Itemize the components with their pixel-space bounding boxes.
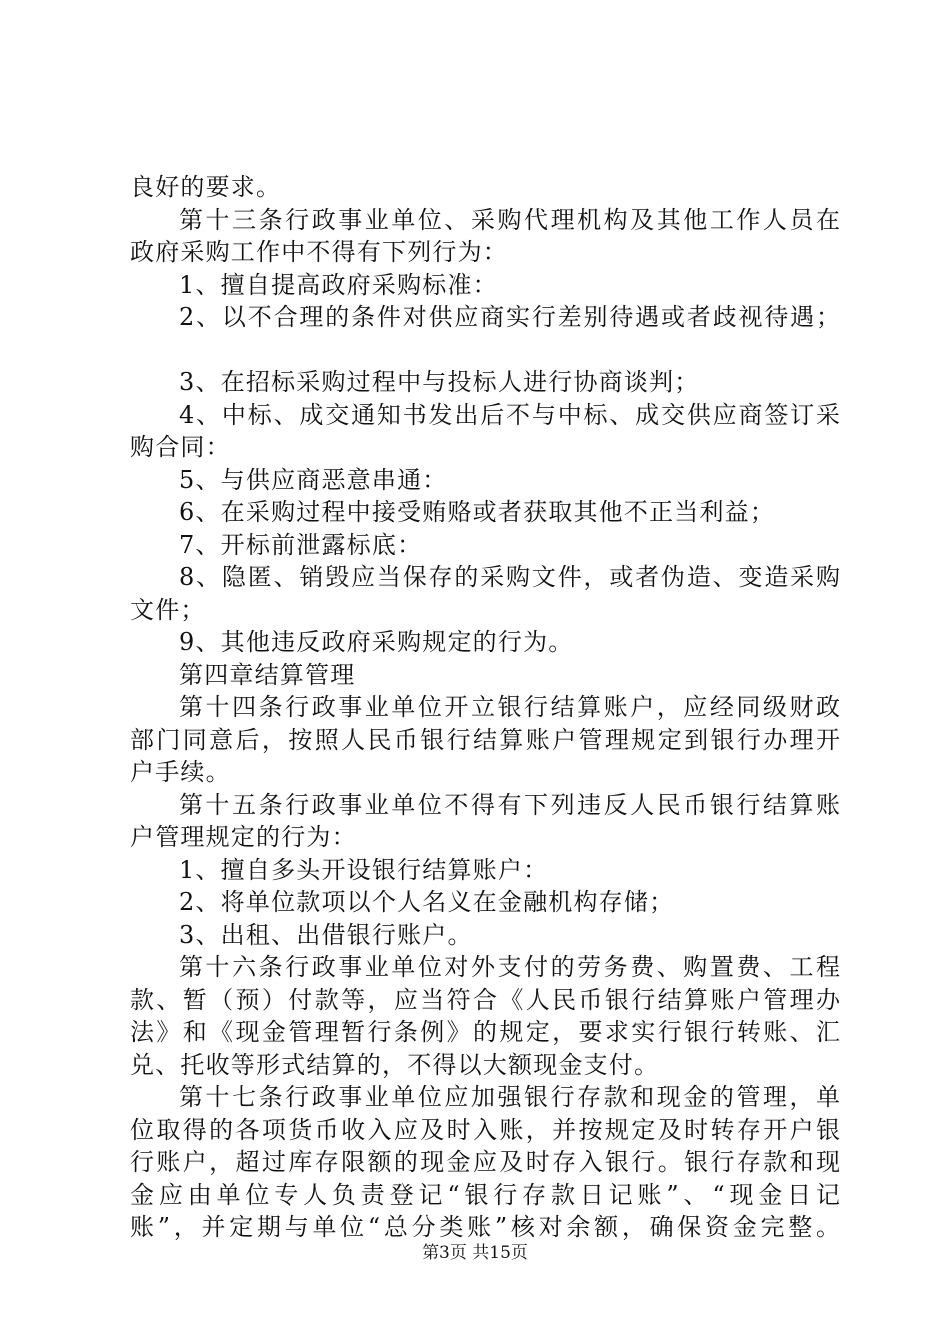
list-item: 2、以不合理的条件对供应商实行差别待遇或者歧视待遇； <box>179 303 840 331</box>
blank-line <box>130 334 840 367</box>
paragraph-line: 户管理规定的行为： <box>130 823 357 851</box>
list-item: 6、在采购过程中接受贿赂或者获取其他不正当利益； <box>179 498 776 526</box>
paragraph-line: 行账户，超过库存限额的现金应及时存入银行。银行存款和现 <box>130 1148 840 1176</box>
paragraph-line: 第十五条行政事业单位不得有下列违反人民币银行结算账 <box>179 790 840 819</box>
paragraph-line: 兑、托收等形式结算的，不得以大额现金支付。 <box>130 1050 660 1079</box>
paragraph-line: 位取得的各项货币收入应及时入账，并按规定及时转存开户银 <box>130 1115 840 1144</box>
paragraph-line: 第十三条行政事业单位、采购代理机构及其他工作人员在 <box>179 205 840 234</box>
paragraph-line: 第十七条行政事业单位应加强银行存款和现金的管理，单 <box>179 1083 840 1111</box>
page-number-footer: 第3页 共15页 <box>422 1243 528 1263</box>
paragraph-line: 第十六条行政事业单位对外支付的劳务费、购置费、工程 <box>179 953 840 981</box>
list-item: 1、擅自提高政府采购标准： <box>179 270 498 299</box>
list-item: 文件； <box>130 595 206 624</box>
list-item: 9、其他违反政府采购规定的行为。 <box>179 628 574 656</box>
chapter-heading: 第四章结算管理 <box>179 660 356 689</box>
paragraph-line: 第十四条行政事业单位开立银行结算账户，应经同级财政 <box>179 693 840 721</box>
paragraph-line: 部门同意后，按照人民币银行结算账户管理规定到银行办理开 <box>130 725 840 754</box>
document-body <box>130 171 840 1244</box>
paragraph-line: 金应由单位专人负责登记“银行存款日记账”、“现金日记 <box>130 1180 840 1209</box>
paragraph-line: 良好的要求。 <box>130 173 282 201</box>
list-item: 4、中标、成交通知书发出后不与中标、成交供应商签订采 <box>179 400 840 429</box>
list-item: 7、开标前泄露标底： <box>179 530 423 559</box>
list-item: 3、出租、出借银行账户。 <box>179 920 473 949</box>
paragraph-line: 法》和《现金管理暂行条例》的规定，要求实行银行转账、汇 <box>130 1018 840 1046</box>
list-item: 1、擅自多头开设银行结算账户： <box>179 855 549 884</box>
list-item: 购合同： <box>130 433 231 461</box>
list-item: 3、在招标采购过程中与投标人进行协商谈判； <box>179 368 700 396</box>
paragraph-line: 账”，并定期与单位“总分类账”核对余额，确保资金完整。 <box>130 1213 840 1241</box>
paragraph-line: 政府采购工作中不得有下列行为： <box>130 238 508 266</box>
paragraph-line: 户手续。 <box>130 758 231 786</box>
list-item: 5、与供应商恶意串通： <box>179 465 448 494</box>
paragraph-line: 款、暂（预）付款等，应当符合《人民币银行结算账户管理办 <box>130 985 840 1014</box>
list-item: 2、将单位款项以个人名义在金融机构存储； <box>179 888 675 916</box>
list-item: 8、隐匿、销毁应当保存的采购文件，或者伪造、变造采购 <box>179 563 840 591</box>
